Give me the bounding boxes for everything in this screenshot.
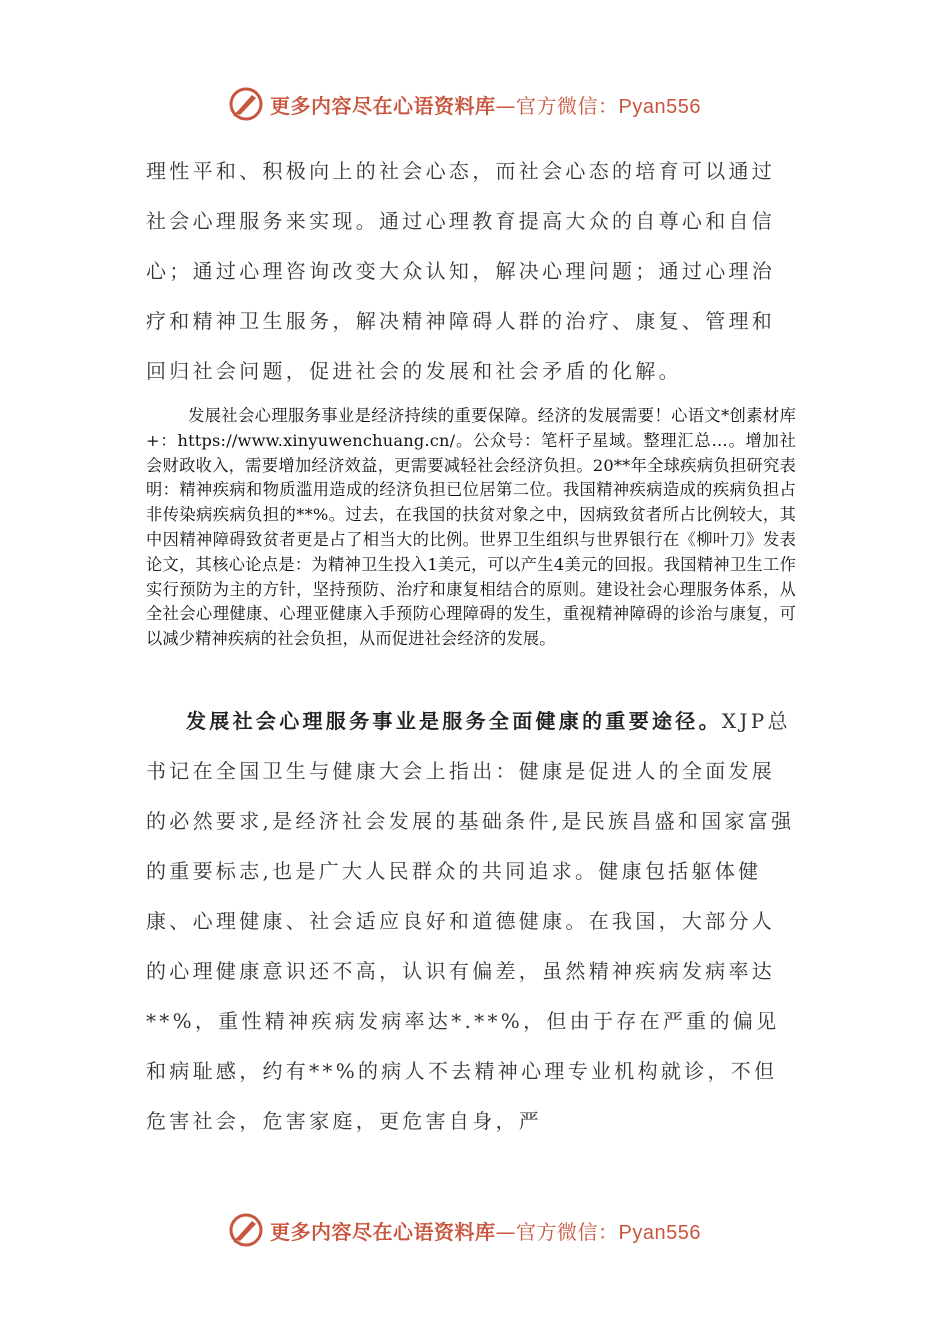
banner-label: 官方微信： [516,1219,619,1244]
paragraph-economic-guarantee: 发展社会心理服务事业是经济持续的重要保障。经济的发展需要！心语文*创素材库+：https://www.xinyuwenchuang.cn/。公众号：笔杆子星域。整理汇总…。增加社会财政收入，需要增加经济效益，更需要减轻社会经济负担。20**年全球疾病负担研究表明：精神疾病和物质滥用造成的经济负担已位居第二位。我国精神疾病造成的疾病负担占非传染病疾病负担的**%。过去，在我国的扶贫对象之中，因病致贫者所占比例较大，其中因精神障碍致贫者更是占了相当大的比例。世界卫生组织与世界银行在《柳叶刀》发表论文，其核心论点是：为精神卫生投入1美元，可以产生4美元的回报。我国精神卫生工作实行预防为主的方针，坚持预防、治疗和康复相结合的原则。建设社会心理服务体系，从全社会心理健康、心理亚健康入手预防心理障碍的发生，重视精神障碍的诊治与康复，可以减少精神疾病的社会负担，从而促进社会经济的发展。 [146,406,796,649]
banner-text [270,90,701,119]
banner-main: 更多内容尽在心语资料库 [270,1219,496,1244]
quill-logo-icon [228,1212,264,1248]
footer-banner [228,1210,701,1250]
paragraph-lead-sentence: 发展社会心理服务事业是服务全面健康的重要途径。 [186,709,722,733]
header-banner [228,84,701,124]
banner-main: 更多内容尽在心语资料库 [270,93,496,118]
paragraph-social-mentality: 理性平和、积极向上的社会心态，而社会心态的培育可以通过社会心理服务来实现。通过心理教育提高大众的自尊心和自信心；通过心理咨询改变大众认知，解决心理问题；通过心理治疗和精神卫生服务，解决精神障碍人群的治疗、康复、管理和回归社会问题，促进社会的发展和社会矛盾的化解。 [146,159,776,383]
quill-logo-icon [228,86,264,122]
banner-text [270,1216,701,1245]
banner-separator: — [495,93,516,118]
paragraph-health-approach [146,696,796,1146]
banner-separator: — [495,1219,516,1244]
banner-wechat-id: Pyan556 [618,1221,701,1244]
paragraph-body: XJP总书记在全国卫生与健康大会上指出：健康是促进人的全面发展的必然要求,是经济社会发展的基础条件,是民族昌盛和国家富强的重要标志,也是广大人民群众的共同追求。健康包括躯体健康、心理健康、社会适应良好和道德健康。在我国，大部分人的心理健康意识还不高，认识有偏差，虽然精神疾病发病率达**%，重性精神疾病发病率达*.**%，但由于存在严重的偏见和病耻感，约有**%的病人不去精神心理专业机构就诊，不但危害社会，危害家庭，更危害自身，严 [146,709,795,1133]
banner-wechat-id: Pyan556 [618,95,701,118]
banner-label: 官方微信： [516,93,619,118]
